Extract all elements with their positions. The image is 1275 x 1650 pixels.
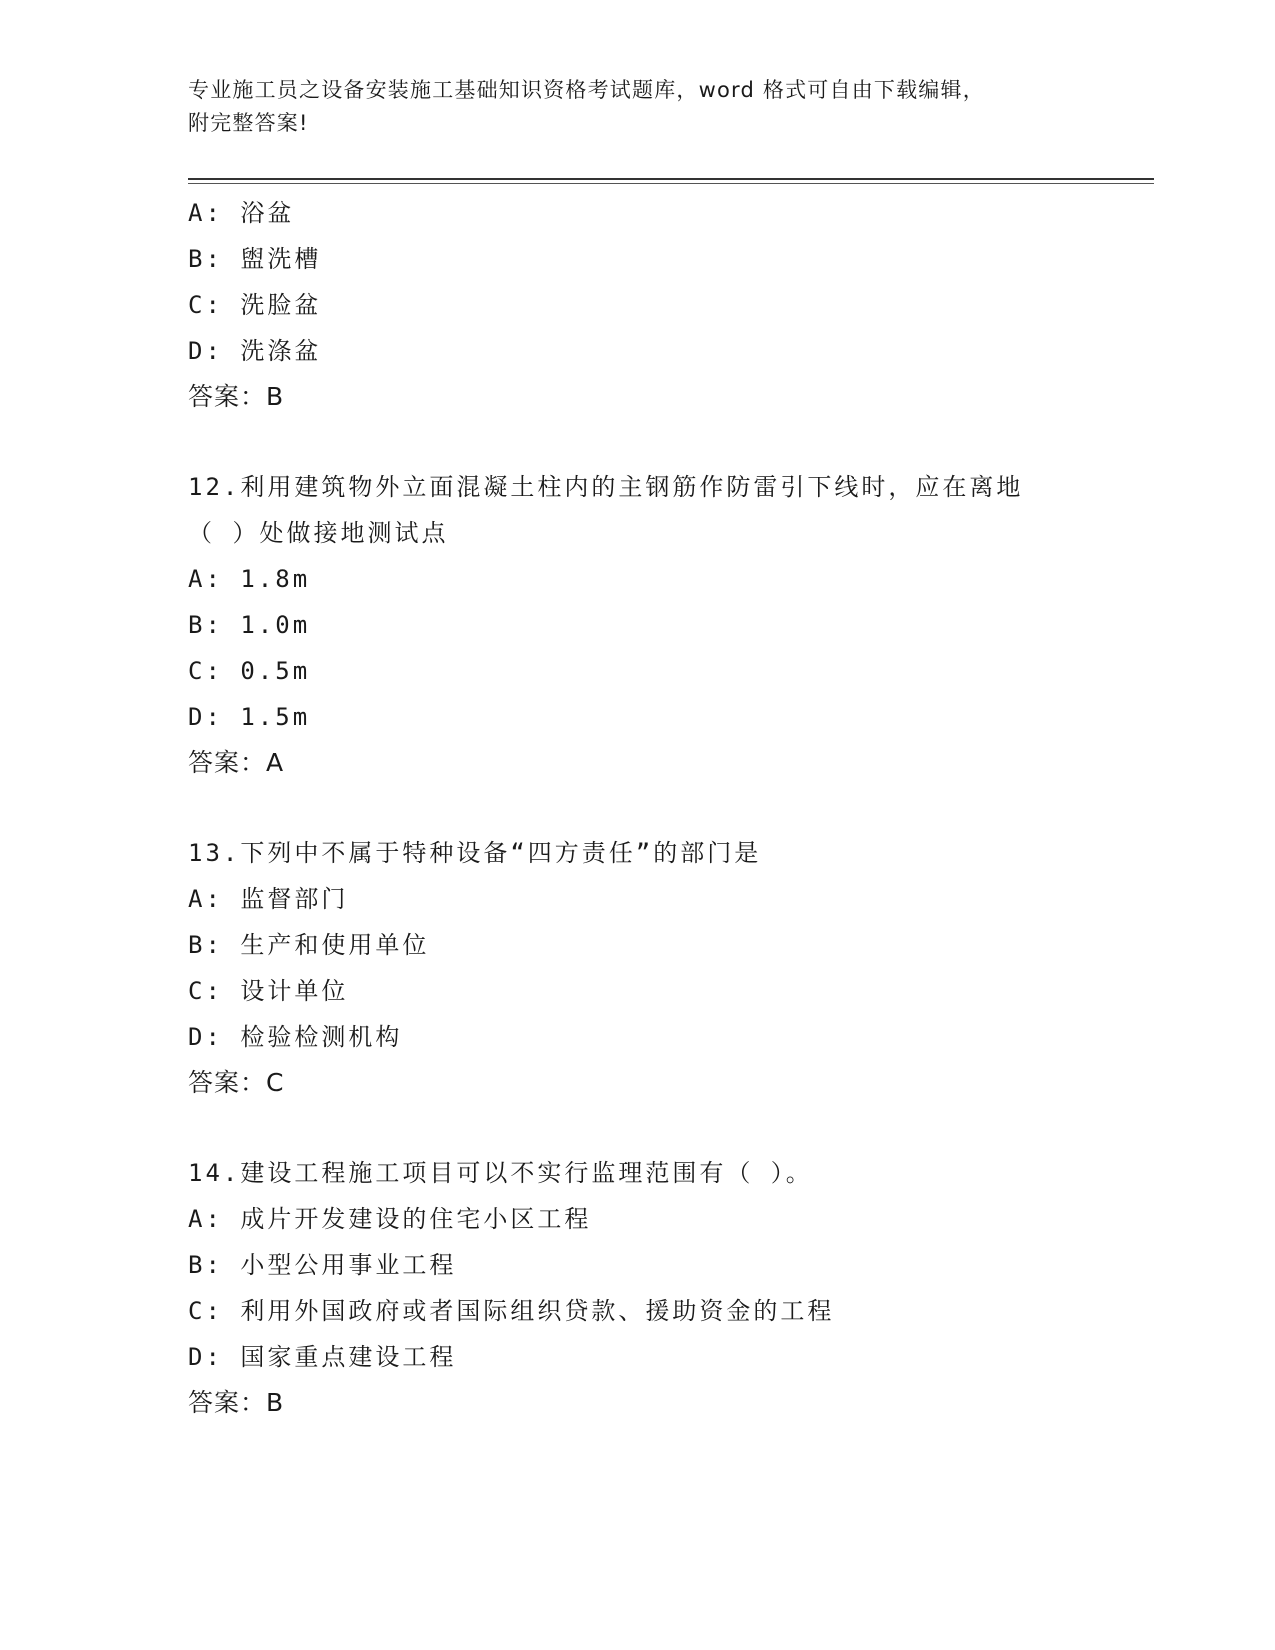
option-d: D: 检验检测机构 (188, 1023, 403, 1051)
header-divider-thick (188, 178, 1154, 180)
option-c: C: 设计单位 (188, 977, 349, 1005)
question-stem: 13.下列中不属于特种设备“四方责任”的部门是 (188, 839, 762, 867)
option-b: B: 小型公用事业工程 (188, 1251, 457, 1279)
question-stem-continued: （ ）处做接地测试点 (188, 519, 449, 547)
option-a: A: 浴盆 (188, 199, 295, 227)
spacer (188, 786, 1148, 830)
question-stem: 14.建设工程施工项目可以不实行监理范围有（ ）。 (188, 1159, 813, 1187)
spacer (188, 1106, 1148, 1150)
option-a: A: 成片开发建设的住宅小区工程 (188, 1205, 592, 1233)
option-b: B: 盥洗槽 (188, 245, 322, 273)
question-11 (188, 190, 1148, 420)
option-c: C: 0.5m (188, 657, 311, 685)
answer-line: 答案：B (188, 1388, 285, 1417)
option-a: A: 监督部门 (188, 885, 349, 913)
answer-line: 答案：B (188, 382, 285, 411)
header-divider-thin (188, 183, 1154, 184)
option-d: D: 1.5m (188, 703, 311, 731)
question-14 (188, 1150, 1148, 1426)
option-c: C: 利用外国政府或者国际组织贷款、援助资金的工程 (188, 1297, 835, 1325)
document-header (188, 74, 1108, 140)
answer-line: 答案：A (188, 748, 285, 777)
option-d: D: 国家重点建设工程 (188, 1343, 457, 1371)
spacer (188, 420, 1148, 464)
header-line-1: 专业施工员之设备安装施工基础知识资格考试题库，word 格式可自由下载编辑， (188, 78, 985, 102)
option-c: C: 洗脸盆 (188, 291, 322, 319)
option-b: B: 1.0m (188, 611, 311, 639)
option-d: D: 洗涤盆 (188, 337, 322, 365)
answer-line: 答案：C (188, 1068, 285, 1097)
option-a: A: 1.8m (188, 565, 311, 593)
question-stem: 12.利用建筑物外立面混凝土柱内的主钢筋作防雷引下线时，应在离地 (188, 473, 1024, 501)
question-12 (188, 464, 1148, 786)
header-line-2: 附完整答案! (188, 111, 309, 135)
question-13 (188, 830, 1148, 1106)
option-b: B: 生产和使用单位 (188, 931, 430, 959)
question-list (188, 190, 1148, 1426)
